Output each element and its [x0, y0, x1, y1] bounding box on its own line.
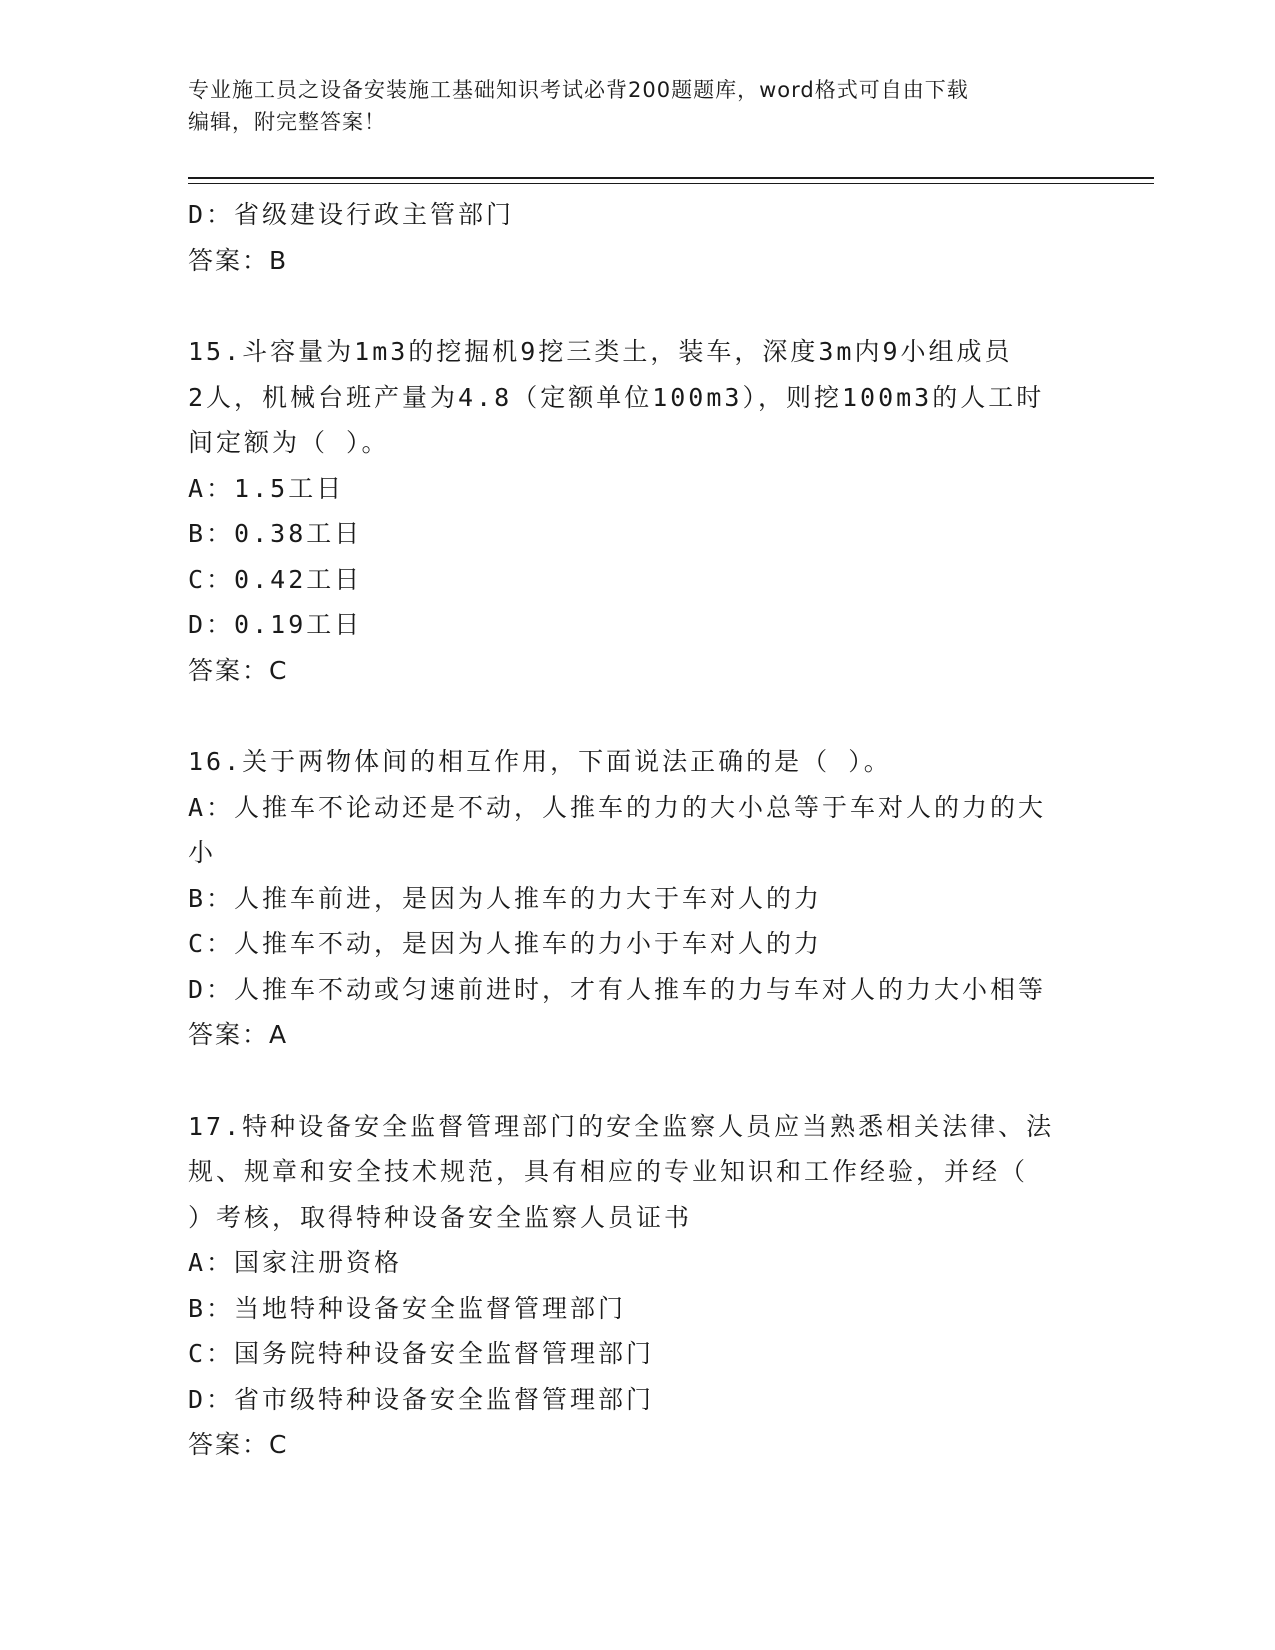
question-17-option-d: D：省市级特种设备安全监督管理部门 — [188, 1384, 655, 1414]
question-15-option-d: D：0.19工日 — [188, 610, 363, 639]
question-15-stem-line-2: 2人，机械台班产量为4.8（定额单位100m3），则挖100m3的人工时 — [188, 382, 1045, 412]
question-17 — [188, 1104, 1088, 1468]
spacer — [188, 693, 1088, 739]
question-15-option-a: A：1.5工日 — [188, 473, 345, 503]
question-16-answer: 答案：A — [188, 1020, 289, 1049]
question-15-stem-line-3: 间定额为（ ）。 — [188, 428, 390, 457]
question-16-option-a-line-1: A：人推车不论动还是不动，人推车的力的大小总等于车对人的力的大 — [188, 792, 1047, 822]
question-15 — [188, 329, 1088, 693]
question-17-stem-line-3: ）考核，取得特种设备安全监察人员证书 — [188, 1202, 693, 1232]
header-title-line-1: 专业施工员之设备安装施工基础知识考试必背200题题库，word格式可自由下载 — [188, 78, 969, 102]
question-16-stem: 16.关于两物体间的相互作用，下面说法正确的是（ ）。 — [188, 747, 892, 776]
question-16 — [188, 739, 1088, 1058]
question-17-stem-line-2: 规、规章和安全技术规范，具有相应的专业知识和工作经验，并经（ — [188, 1157, 1029, 1186]
question-15-answer: 答案：C — [188, 655, 289, 685]
question-15-option-b: B：0.38工日 — [188, 519, 363, 548]
spacer — [188, 283, 1088, 329]
header-rule-thin — [188, 183, 1154, 184]
question-17-stem-line-1: 17.特种设备安全监督管理部门的安全监察人员应当熟悉相关法律、法 — [188, 1111, 1055, 1141]
question-17-option-b: B：当地特种设备安全监督管理部门 — [188, 1293, 627, 1323]
question-14-option-d: D：省级建设行政主管部门 — [188, 200, 515, 229]
question-17-option-c: C：国务院特种设备安全监督管理部门 — [188, 1339, 655, 1368]
question-15-stem-line-1: 15.斗容量为1m3的挖掘机9挖三类土，装车，深度3m内9小组成员 — [188, 337, 1013, 366]
document-header — [188, 74, 1088, 138]
question-16-option-c: C：人推车不动，是因为人推车的力小于车对人的力 — [188, 929, 823, 958]
header-title-line-2: 编辑，附完整答案！ — [188, 110, 386, 134]
question-16-option-a-line-2: 小 — [188, 838, 217, 867]
question-17-option-a: A：国家注册资格 — [188, 1248, 403, 1277]
question-14-answer: 答案：B — [188, 245, 289, 275]
header-rule-thick — [188, 177, 1154, 179]
spacer — [188, 1058, 1088, 1104]
question-16-option-d: D：人推车不动或匀速前进时，才有人推车的力与车对人的力大小相等 — [188, 974, 1047, 1004]
question-17-answer: 答案：C — [188, 1430, 289, 1459]
question-list — [188, 192, 1088, 1468]
question-15-option-c: C：0.42工日 — [188, 564, 363, 594]
question-16-option-b: B：人推车前进，是因为人推车的力大于车对人的力 — [188, 883, 823, 913]
question-14-tail — [188, 192, 1088, 283]
